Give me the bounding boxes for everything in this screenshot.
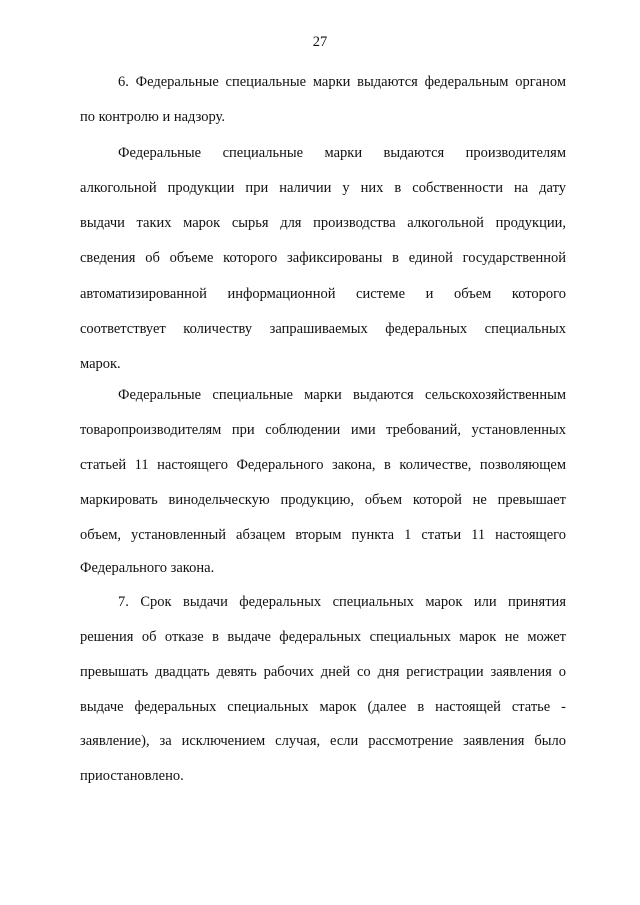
text-line: превышать двадцать девять рабочих дней со дня регистрации заявления о (80, 664, 566, 680)
text-line: алкогольной продукции при наличии у них в собственности на дату (80, 180, 566, 196)
text-line: объем, установленный абзацем вторым пункта 1 статьи 11 настоящего (80, 527, 566, 543)
text-line: автоматизированной информационной системе и объем которого (80, 286, 566, 302)
page-number: 27 (312, 34, 328, 50)
text-line: выдаче федеральных специальных марок (далее в настоящей статье - (80, 699, 566, 715)
text-line: по контролю и надзору. (80, 109, 225, 125)
text-line: товаропроизводителям при соблюдении ими требований, установленных (80, 422, 566, 438)
text-line: Федеральные специальные марки выдаются производителям (118, 145, 566, 161)
text-line: марок. (80, 356, 121, 372)
text-line: соответствует количеству запрашиваемых федеральных специальных (80, 321, 566, 337)
text-line: приостановлено. (80, 768, 184, 784)
text-line: решения об отказе в выдаче федеральных специальных марок не может (80, 629, 566, 645)
text-line: маркировать винодельческую продукцию, объем которой не превышает (80, 492, 566, 508)
text-line: статьей 11 настоящего Федерального закона, в количестве, позволяющем (80, 457, 566, 473)
text-line: выдачи таких марок сырья для производства алкогольной продукции, (80, 215, 566, 231)
text-line: заявление), за исключением случая, если рассмотрение заявления было (80, 733, 566, 749)
text-line: сведения об объеме которого зафиксированы в единой государственной (80, 250, 566, 266)
text-line: 7. Срок выдачи федеральных специальных марок или принятия (118, 594, 566, 610)
text-line: 6. Федеральные специальные марки выдаются федеральным органом (118, 74, 566, 90)
text-line: Федерального закона. (80, 560, 215, 576)
text-line: Федеральные специальные марки выдаются сельскохозяйственным (118, 387, 566, 403)
